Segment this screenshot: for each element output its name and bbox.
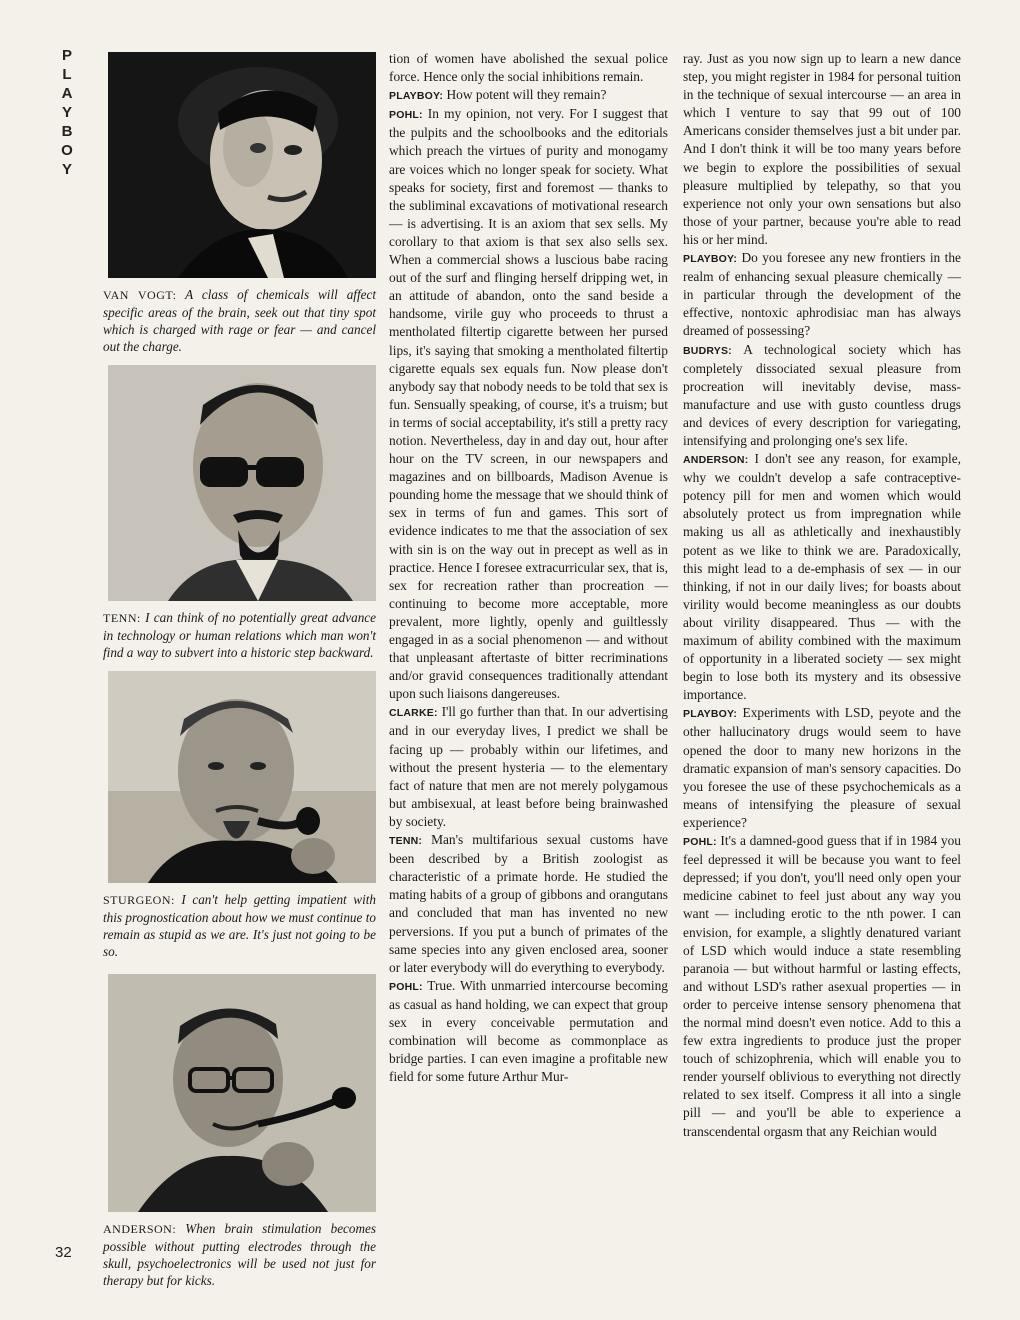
- paragraph-text: Man's multifarious sexual customs have been described by a British zoologist as characteristic of a primate horde. He studied the mating habits of a group of gibbons and orangutans and concluded that man has invented no new perversions. If you put a bunch of primates of the same species into any given enclosed area, sooner or later everybody will do everything to everybody.: [389, 832, 668, 975]
- interview-column-middle: [389, 50, 668, 1086]
- interview-column-right: [683, 50, 961, 1141]
- interview-paragraph: [683, 450, 961, 704]
- side-label-letter: B: [61, 123, 73, 140]
- speaker-name: CLARKE:: [389, 707, 438, 720]
- side-label-letter: O: [61, 142, 73, 159]
- interview-paragraph: [683, 341, 961, 451]
- interview-paragraph: [389, 703, 668, 831]
- interview-paragraph: [683, 249, 961, 340]
- paragraph-text: Experiments with LSD, peyote and the other hallucinatory drugs would seem to have opened the door to many new horizons in the dramatic expansion of man's sensory capacities. Do you foresee the use of these psychochemicals as a means of intensifying the pleasure of sexual experience?: [683, 705, 961, 830]
- van-vogt-caption: VAN VOGT: A class of chemicals will affect specific areas of the brain, seek out that tiny spot which is charged with rage or fear — and cancel out the charge.: [103, 287, 376, 354]
- speaker-name: TENN:: [389, 835, 423, 848]
- anderson-caption: ANDERSON: When brain stimulation becomes possible without putting electrodes through the skull, psychoelectronics will be used not just for therapy but for kicks.: [103, 1221, 377, 1288]
- speaker-name: POHL:: [389, 109, 423, 122]
- paragraph-text: In my opinion, not very. For I suggest that the pulpits and the schoolbooks and the editorials which preach the virtues of purity and monogamy are voices which no longer speak for society. What speaks for society, first and foremost — thanks to the subliminal excavations of motivational research — is advertising. It is an axiom that sex sells. My corollary to that axiom is that sex also sells sex. When a commercial shows a luscious babe racing out of the surf and flinging herself dripping wet, in an attitude of abandon, onto the sand beside a handsome, virile guy who proceeds to thrust a mentholated filtertip cigarette between her pursed lips, it's saying that smoking a mentholated filtertip cigarette equals sex equals fun. Now please don't anybody say that nobody needs to be told that sex is fun. Sensually speaking, of course, it's a truism; but in terms of social acceptability, it's still a pretty racy notion. Nevertheless, day in and day out, hour after hour on the TV screen, in our newspapers and magazines and on billboards, Madison Avenue is pounding home the message that we should think of sex in terms of fun and games. This sort of evidence indicates to me that the association of sex with sin is on the way out in precept as well as in practice. Hence I foresee extracurricular sex, that is, sex for recreation rather than procreation — continuing to become more acceptable, more prevalent, more lightly, openly and guiltlessly engaged in as a social phenomenon — and without that unpleasant aftertaste of bitter recriminations and/or gravid consequences traditionally attendant upon such liaisons dangereuses.: [389, 106, 668, 702]
- paragraph-text: ray. Just as you now sign up to learn a new dance step, you might register in 1984 for personal tuition in the technique of sexual intercourse — an area in which I venture to say that 99 out of 100 Americans consider themselves just a bit under par. And I don't think it will be too many years before we begin to explore the possibilities of sexual pleasure multiplied by telepathy, so that you experience not only your own sensations but also those of your partner, because you're able to read his or her mind.: [683, 51, 961, 247]
- paragraph-text: Do you foresee any new frontiers in the realm of enhancing sexual pleasure chemically — in particular through the development of the effective, nontoxic aphrodisiac man has always dreamed of possessing?: [683, 250, 961, 339]
- interview-paragraph: [389, 977, 668, 1087]
- interview-paragraph: [389, 86, 668, 105]
- paragraph-text: tion of women have abolished the sexual police force. Hence only the social inhibitions remain.: [389, 51, 668, 85]
- interview-paragraph: [683, 50, 961, 249]
- magazine-side-label: [57, 46, 77, 179]
- paragraph-text: It's a damned-good guess that if in 1984 you feel depressed it will be because you want to feel depressed; if you don't, you'll need only open your medicine cabinet to feel just about any way you want — including erotic to the nth power. I can envision, for example, a slightly denatured variant of LSD which would induce a state resembling paranoia — but without harmful or lasting effects, and without LSD's rather asexual properties — in order to perceive intense sensory phenomena that the normal mind doesn't even notice. Add to this a few extra ingredients to produce just the proper touch of schizophrenia, which will enable you to render yourself oblivious to everything not directly related to sex itself. Compress it all into a single pill — and you'll be able to experience a transcendental orgasm that any Reichian would: [683, 833, 961, 1139]
- paragraph-text: I'll go further than that. In our advertising and in our everyday lives, I predict we shall be facing up — probably within our lifetimes, and without the present hysteria — to the elementary fact of nature that men are not merely polygamous but ambisexual, at least before being brainwashed by society.: [389, 704, 668, 829]
- speaker-name: ANDERSON:: [683, 454, 749, 467]
- page-number: 32: [55, 1244, 72, 1261]
- tenn-photo: [108, 365, 376, 601]
- paragraph-text: I don't see any reason, for example, why we couldn't develop a safe contraceptive-potency pill for men and women which would absolutely protect us from impregnation while making us all as athletically and inexhaustibly potent as we like to think we are. Paradoxically, this might lead to a de-emphasis of sex — in our thinking, if not in our daily lives; for boasts about virility would become meaningless as our doubts about virility disappeared. Thus — with the maximum of ability combined with the maximum of opportunity in a liberated society — sex might begin to lose both its mystery and its obsessive importance.: [683, 451, 961, 703]
- interview-paragraph: [389, 105, 668, 703]
- sturgeon-photo: [108, 671, 376, 883]
- photo-column: [103, 52, 376, 1289]
- interview-paragraph: [389, 50, 668, 86]
- side-label-letter: P: [61, 47, 72, 64]
- interview-paragraph: [683, 832, 961, 1141]
- speaker-name: PLAYBOY:: [683, 708, 738, 721]
- speaker-name: POHL:: [389, 980, 423, 993]
- speaker-name: PLAYBOY:: [389, 90, 444, 103]
- tenn-caption: TENN: I can think of no potentially great advance in technology or human relations which man won't find a way to subvert into a historic step backward.: [103, 610, 376, 660]
- paragraph-text: True. With unmarried intercourse becoming as casual as hand holding, we can expect that group sex in every conceivable permutation and combination will become as commonplace as bridge parties. I can even imagine a profitable new field for some future Arthur Mur-: [389, 977, 668, 1085]
- side-label-letter: L: [62, 66, 72, 83]
- interview-paragraph: [389, 831, 668, 977]
- side-label-letter: Y: [61, 104, 72, 121]
- paragraph-text: How potent will they remain?: [446, 87, 607, 103]
- side-label-letter: Y: [61, 161, 72, 178]
- interview-paragraph: [683, 704, 961, 832]
- paragraph-text: A technological society which has completely dissociated sexual pleasure from procreation will inevitably devise, mass-manufacture and use with gusto countless drugs and devices of every description for variegating, intensifying and prolonging one's sex life.: [683, 341, 961, 448]
- speaker-name: POHL:: [683, 836, 717, 849]
- van-vogt-photo: [108, 52, 376, 278]
- speaker-name: BUDRYS:: [683, 344, 732, 357]
- anderson-photo: [108, 974, 376, 1212]
- side-label-letter: A: [61, 85, 73, 102]
- speaker-name: PLAYBOY:: [683, 253, 738, 266]
- sturgeon-caption: STURGEON: I can't help getting impatient with this prognostication about how we must continue to remain as stupid as we are. It's just not going to be so.: [103, 892, 376, 959]
